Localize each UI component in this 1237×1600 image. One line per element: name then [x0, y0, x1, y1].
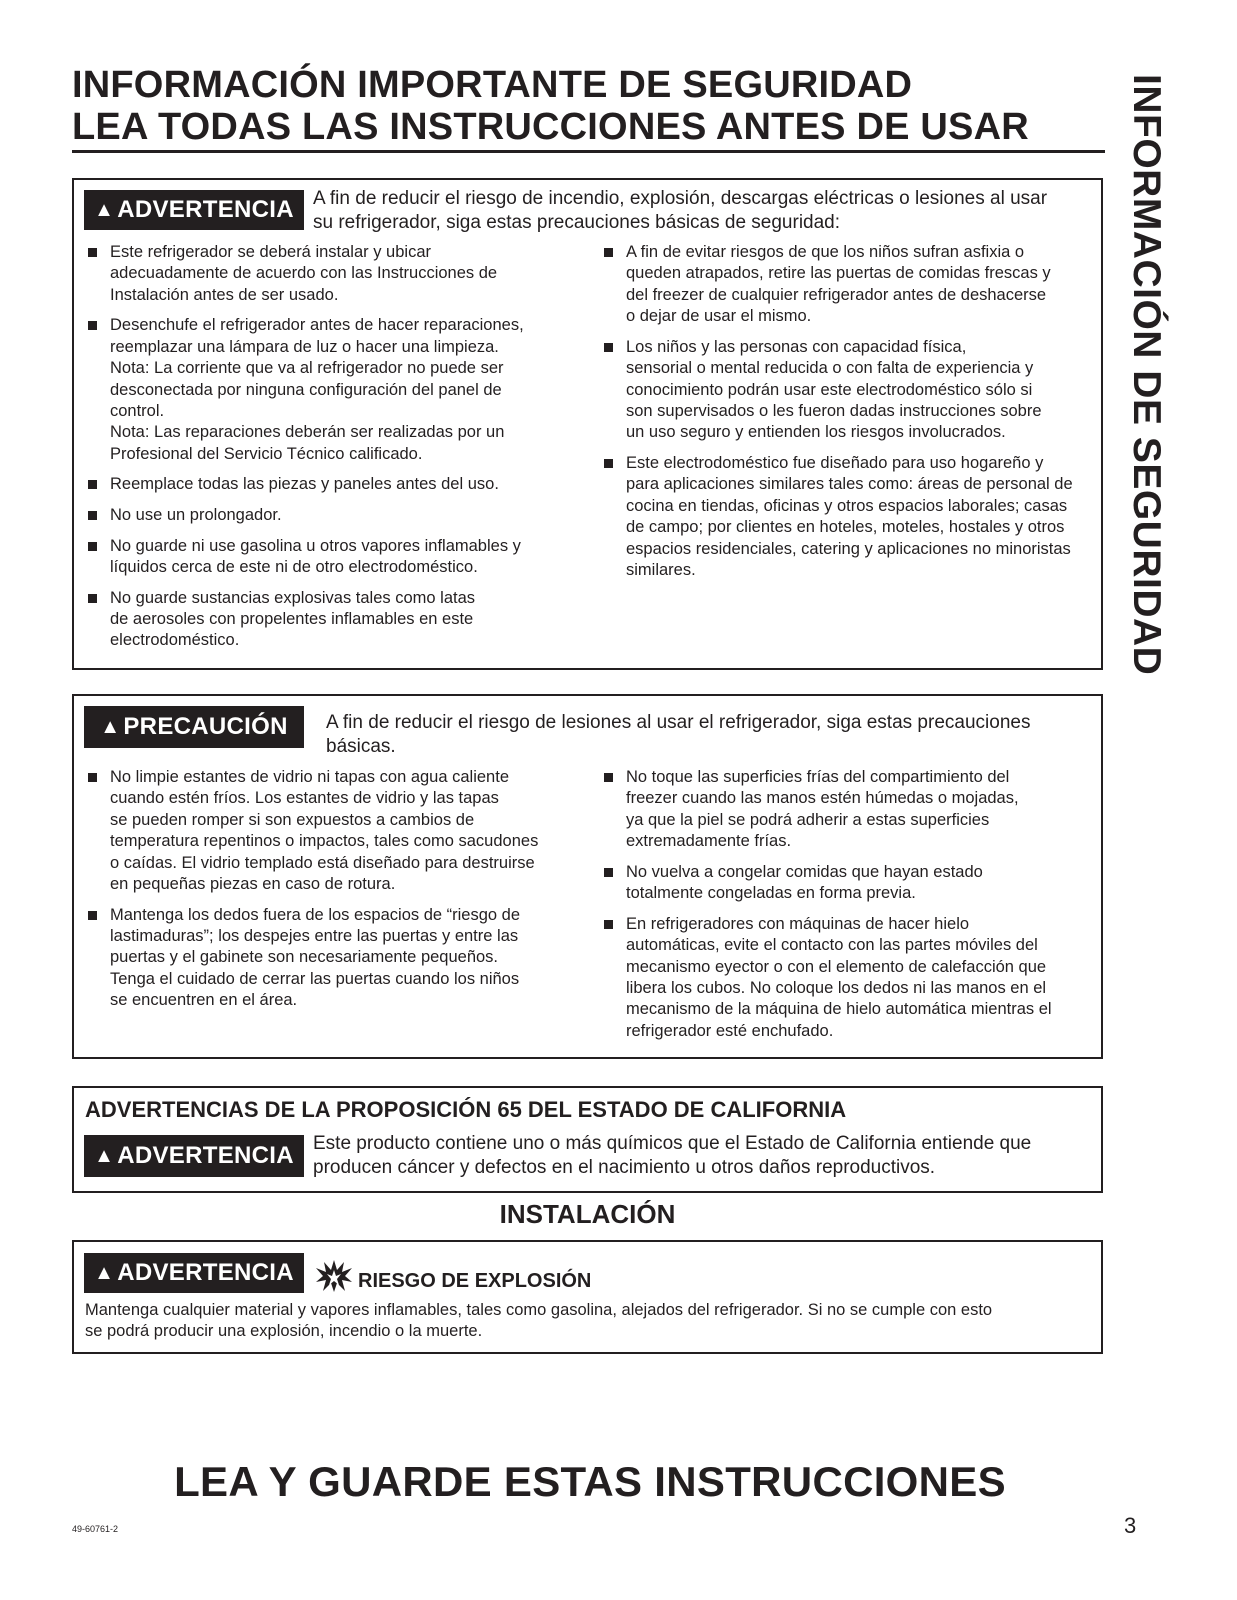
- caution-list-item-line: se encuentren en el área.: [110, 991, 298, 1010]
- warning-list-item-line: un uso seguro y entienden los riesgos involucrados.: [626, 423, 1006, 442]
- warning-list-item-line: del freezer de cualquier refrigerador antes de deshacerse: [626, 285, 1047, 304]
- caution-list-item-line: No limpie estantes de vidrio ni tapas con agua caliente: [110, 768, 509, 786]
- installation-box: [72, 1240, 1103, 1354]
- explosion-icon: [315, 1258, 353, 1294]
- warning-list-item-line: sensorial o mental reducida o con falta de experiencia y: [626, 359, 1034, 378]
- warning-list-item-line: queden atrapados, retire las puertas de comidas frescas y: [626, 264, 1051, 283]
- caution-list-item-line: Mantenga los dedos fuera de los espacios de “riesgo de: [110, 905, 521, 924]
- prop65-text-line-2: producen cáncer y defectos en el nacimiento u otros daños reproductivos.: [313, 1157, 936, 1178]
- caution-intro-line-2: básicas.: [326, 736, 396, 757]
- warning-list-item-line: Nota: La corriente que va al refrigerador no puede ser: [110, 359, 504, 378]
- warning-list-item: [590, 453, 1100, 581]
- footer-title: LEA Y GUARDE ESTAS INSTRUCCIONES: [174, 1458, 1006, 1505]
- caution-list-item-line: en pequeñas piezas en caso de rotura.: [110, 875, 396, 894]
- warning-list-item-line: control.: [110, 402, 165, 421]
- warning-list-item: [74, 242, 574, 306]
- caution-list-item-line: No vuelva a congelar comidas que hayan estado: [626, 862, 983, 881]
- installation-text-line-2: se podrá producir una explosión, incendio o la muerte.: [85, 1322, 483, 1340]
- caution-list-item-line: temperatura repentinos o impactos, tales como sacudones: [110, 832, 539, 851]
- warning-left-column: [74, 242, 574, 661]
- caution-list-item-line: puertas y el gabinete son necesariamente pequeños.: [110, 948, 499, 967]
- prop65-badge-label: ADVERTENCIA: [117, 1142, 294, 1169]
- side-tab: [1116, 74, 1176, 674]
- caution-badge: [84, 706, 304, 748]
- warning-list-item-line: Los niños y las personas con capacidad física,: [626, 337, 967, 356]
- warning-list-item: [74, 315, 574, 465]
- caution-list-item-line: o caídas. El vidrio templado está diseñado para destruirse: [110, 853, 535, 872]
- caution-list-item-line: lastimaduras”; los despejes entre las puertas y entre las: [110, 927, 519, 946]
- caution-list-item-line: Tenga el cuidado de cerrar las puertas cuando los niños: [110, 969, 520, 988]
- caution-list-item: [74, 767, 584, 895]
- installation-heading: INSTALACIÓN: [499, 1199, 676, 1229]
- explosion-hazard-title: RIESGO DE EXPLOSIÓN: [358, 1270, 592, 1292]
- warning-box: [72, 178, 1103, 670]
- warning-list-item-line: Desenchufe el refrigerador antes de hacer reparaciones,: [110, 316, 524, 335]
- warning-triangle-icon: ▲: [100, 715, 121, 738]
- caution-list-item-line: refrigerador esté enchufado.: [626, 1021, 834, 1040]
- warning-list-item-line: conocimiento podrán usar este electrodoméstico sólo si: [626, 380, 1033, 399]
- title-line-1: INFORMACIÓN IMPORTANTE DE SEGURIDAD: [72, 64, 913, 106]
- warning-list-item-line: desconectada por ninguna configuración del panel de: [110, 380, 502, 399]
- warning-list-item-line: de aerosoles con propelentes inflamables en este: [110, 610, 474, 629]
- warning-triangle-icon: ▲: [94, 1261, 115, 1284]
- warning-list-item-line: son supervisados o les fueron dadas instrucciones sobre: [626, 402, 1042, 421]
- warning-list-item-list: [74, 242, 574, 652]
- warning-list-item-line: cocina en tiendas, oficinas y otros espacios laborales; casas: [626, 496, 1068, 515]
- warning-list-item-line: No use un prolongador.: [110, 506, 282, 525]
- warning-list-item-list: [590, 242, 1100, 581]
- warning-list-item: [74, 536, 574, 579]
- caution-list-item-line: cuando estén fríos. Los estantes de vidrio y las tapas: [110, 789, 499, 808]
- prop65-text: [313, 1132, 1093, 1180]
- caution-list-item-list: [74, 767, 584, 1012]
- page-title: [72, 64, 1112, 148]
- warning-list-item: [74, 588, 574, 652]
- warning-list-item-line: líquidos cerca de este ni de otro electrodoméstico.: [110, 558, 478, 577]
- warning-list-item-line: A fin de evitar riesgos de que los niños sufran asfixia o: [626, 243, 1025, 261]
- warning-list-item-line: Nota: Las reparaciones deberán ser realizadas por un: [110, 423, 505, 442]
- caution-list-item-line: mecanismo de la máquina de hielo automática mientras el: [626, 1000, 1052, 1019]
- caution-right-column: [590, 767, 1100, 1051]
- caution-list-item-list: [590, 767, 1100, 1042]
- caution-list-item-line: se pueden romper si son expuestos a cambios de: [110, 810, 475, 829]
- caution-list-item-line: mecanismo eyector o con el elemento de calefacción que: [626, 957, 1047, 976]
- caution-list-item: [590, 862, 1100, 905]
- caution-list-item-line: extremadamente frías.: [626, 832, 792, 851]
- installation-text: [85, 1300, 1095, 1342]
- warning-triangle-icon: ▲: [94, 1144, 115, 1167]
- caution-left-column: [74, 767, 584, 1021]
- prop65-heading: ADVERTENCIAS DE LA PROPOSICIÓN 65 DEL ESTADO DE CALIFORNIA: [85, 1097, 847, 1122]
- caution-badge-label: PRECAUCIÓN: [123, 713, 288, 740]
- warning-list-item: [74, 474, 574, 495]
- warning-right-column: [590, 242, 1100, 591]
- title-line-2: LEA TODAS LAS INSTRUCCIONES ANTES DE USAR: [72, 106, 1029, 148]
- caution-list-item-line: automáticas, evite el contacto con las partes móviles del: [626, 936, 1038, 955]
- document-number: 49-60761-2: [72, 1524, 119, 1534]
- caution-list-item-line: ya que la piel se podrá adherir a estas superficies: [626, 810, 990, 829]
- warning-badge-label: ADVERTENCIA: [117, 196, 294, 223]
- caution-list-item: [590, 767, 1100, 853]
- warning-list-item-line: para aplicaciones similares tales como: áreas de personal de: [626, 475, 1073, 494]
- warning-list-item-line: Este electrodoméstico fue diseñado para uso hogareño y: [626, 454, 1044, 473]
- warning-badge: [84, 190, 304, 230]
- warning-intro: [313, 187, 1103, 235]
- warning-list-item: [590, 337, 1100, 444]
- warning-list-item-line: similares.: [626, 561, 696, 580]
- installation-badge-label: ADVERTENCIA: [117, 1259, 294, 1286]
- warning-list-item-line: reemplazar una lámpara de luz o hacer una limpieza.: [110, 337, 499, 356]
- warning-list-item: [74, 505, 574, 526]
- prop65-text-line-1: Este producto contiene uno o más químicos que el Estado de California entiende que: [313, 1133, 1032, 1154]
- caution-list-item-line: libera los cubos. No coloque los dedos ni las manos en el: [626, 979, 1047, 998]
- warning-triangle-icon: ▲: [94, 198, 115, 221]
- warning-list-item-line: electrodoméstico.: [110, 631, 240, 650]
- warning-list-item-line: Instalación antes de ser usado.: [110, 285, 339, 304]
- warning-list-item-line: Este refrigerador se deberá instalar y ubicar: [110, 243, 431, 261]
- warning-intro-line-2: su refrigerador, siga estas precauciones básicas de seguridad:: [313, 212, 841, 233]
- warning-list-item-line: o dejar de usar el mismo.: [626, 307, 812, 326]
- caution-list-item-line: No toque las superficies frías del compartimiento del: [626, 768, 1010, 786]
- caution-intro: [326, 711, 1096, 759]
- warning-list-item: [590, 242, 1100, 328]
- caution-intro-line-1: A fin de reducir el riesgo de lesiones al usar el refrigerador, siga estas precauciones: [326, 712, 1031, 733]
- warning-list-item-line: No guarde sustancias explosivas tales como latas: [110, 588, 476, 607]
- side-tab-label: INFORMACIÓN DE SEGURIDAD: [1125, 74, 1168, 676]
- title-divider: [72, 150, 1105, 153]
- installation-badge: [84, 1253, 304, 1293]
- installation-text-line-1: Mantenga cualquier material y vapores inflamables, tales como gasolina, alejados del refrigerador. Si no se cumple con esto: [85, 1301, 993, 1319]
- caution-list-item: [590, 914, 1100, 1042]
- caution-list-item-line: totalmente congeladas en forma previa.: [626, 884, 916, 903]
- caution-box: [72, 694, 1103, 1059]
- warning-list-item-line: Profesional del Servicio Técnico calificado.: [110, 444, 423, 463]
- page-number: 3: [1124, 1513, 1137, 1538]
- warning-intro-line-1: A fin de reducir el riesgo de incendio, explosión, descargas eléctricas o lesiones al usar: [313, 188, 1048, 209]
- caution-list-item: [74, 905, 584, 1012]
- caution-list-item-line: En refrigeradores con máquinas de hacer hielo: [626, 914, 970, 933]
- prop65-box: [72, 1086, 1103, 1193]
- caution-list-item-line: freezer cuando las manos estén húmedas o mojadas,: [626, 789, 1019, 808]
- warning-list-item-line: Reemplace todas las piezas y paneles antes del uso.: [110, 475, 499, 494]
- prop65-badge: [84, 1135, 304, 1177]
- warning-list-item-line: espacios residenciales, catering y aplicaciones no minoristas: [626, 539, 1071, 558]
- warning-list-item-line: No guarde ni use gasolina u otros vapores inflamables y: [110, 536, 521, 555]
- warning-list-item-line: adecuadamente de acuerdo con las Instrucciones de: [110, 264, 498, 283]
- warning-list-item-line: de campo; por clientes en hoteles, moteles, hostales y otros: [626, 518, 1065, 537]
